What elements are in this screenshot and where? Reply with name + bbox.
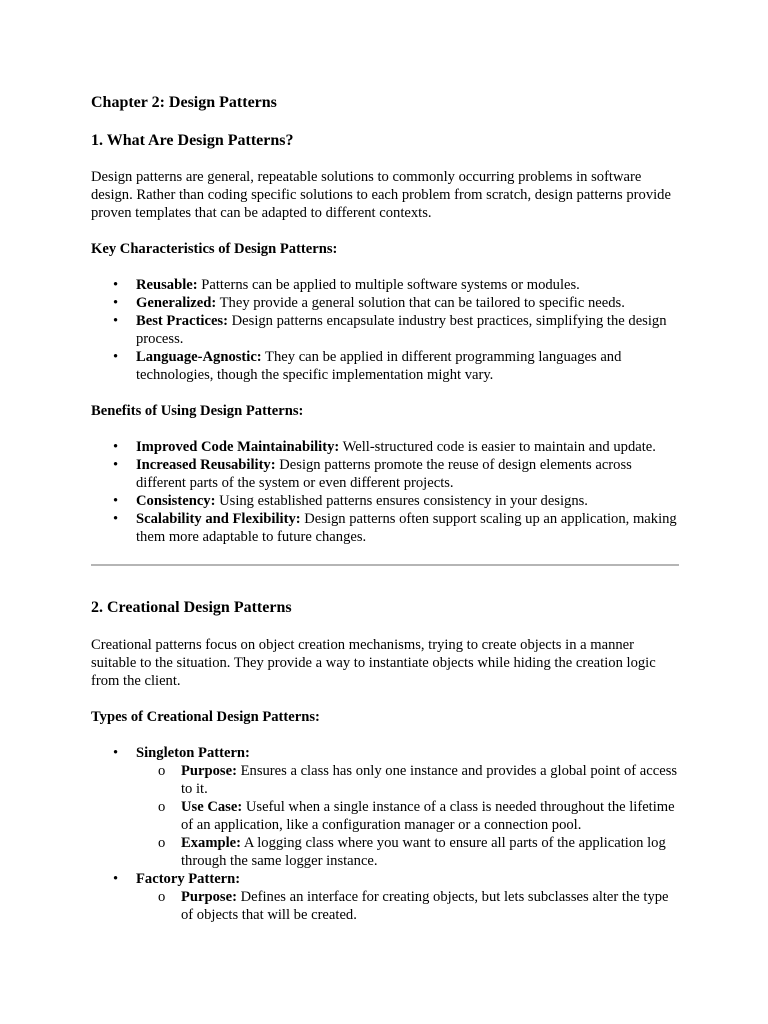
pattern-name: Factory Pattern: [136, 871, 241, 887]
characteristics-list [91, 276, 679, 384]
item-text: They can be applied in different programming languages and technologies, though the specific implementation might vary. [136, 349, 622, 383]
bullet-icon: • [113, 277, 119, 293]
singleton-details [136, 762, 679, 870]
section1-heading: 1. What Are Design Patterns? [91, 132, 294, 149]
bullet-icon: • [113, 493, 119, 509]
item-term: Best Practices: [136, 313, 228, 329]
circle-bullet-icon: o [158, 763, 166, 779]
list-item [91, 312, 679, 348]
item-text: Well-structured code is easier to maintain and update. [339, 439, 656, 455]
item-term: Reusable: [136, 277, 198, 293]
sub-list-item [136, 762, 679, 798]
detail-term: Purpose: [181, 763, 237, 779]
bullet-icon: • [113, 313, 119, 329]
characteristics-heading: Key Characteristics of Design Patterns: [91, 241, 338, 257]
section1-intro: Design patterns are general, repeatable solutions to commonly occurring problems in software design. Rather than coding specific solutions to each problem from scratch, design patterns provide proven templates that can be adapted to different contexts. [91, 169, 671, 221]
item-text: They provide a general solution that can be tailored to specific needs. [216, 295, 625, 311]
detail-term: Use Case: [181, 799, 243, 815]
bullet-icon: • [113, 745, 119, 761]
bullet-icon: • [113, 871, 119, 887]
section-divider [91, 564, 679, 566]
detail-text: Defines an interface for creating objects, but lets subclasses alter the type of objects that will be created. [181, 889, 669, 923]
bullet-icon: • [113, 295, 119, 311]
item-term: Increased Reusability: [136, 457, 276, 473]
circle-bullet-icon: o [158, 835, 166, 851]
list-item [91, 492, 679, 510]
bullet-icon: • [113, 439, 119, 455]
chapter-title: Chapter 2: Design Patterns [91, 94, 277, 111]
sub-list-item [136, 834, 679, 870]
factory-details [136, 888, 679, 924]
item-term: Consistency: [136, 493, 216, 509]
section2-heading: 2. Creational Design Patterns [91, 599, 292, 616]
list-item [91, 294, 679, 312]
item-text: Design patterns promote the reuse of design elements across different parts of the system or even different projects. [136, 457, 632, 491]
detail-text: Ensures a class has only one instance and provides a global point of access to it. [181, 763, 678, 797]
list-item [91, 438, 679, 456]
section2-intro: Creational patterns focus on object creation mechanisms, trying to create objects in a manner suitable to the situation. They provide a way to instantiate objects while hiding the creation logic from the client. [91, 637, 656, 689]
list-item-factory [91, 870, 679, 924]
bullet-icon: • [113, 457, 119, 473]
item-text: Design patterns often support scaling up an application, making them more adaptable to future changes. [136, 511, 677, 545]
pattern-types-list [91, 744, 679, 924]
detail-term: Purpose: [181, 889, 237, 905]
circle-bullet-icon: o [158, 799, 166, 815]
item-term: Generalized: [136, 295, 217, 311]
bullet-icon: • [113, 511, 119, 527]
types-heading: Types of Creational Design Patterns: [91, 709, 320, 725]
list-item-singleton [91, 744, 679, 870]
sub-list-item [136, 798, 679, 834]
sub-list-item [136, 888, 679, 924]
detail-term: Example: [181, 835, 241, 851]
benefits-heading: Benefits of Using Design Patterns: [91, 403, 304, 419]
detail-text: Useful when a single instance of a class is needed throughout the lifetime of an application, like a configuration manager or a connection pool. [181, 799, 675, 833]
benefits-list [91, 438, 679, 546]
list-item [91, 348, 679, 384]
list-item [91, 276, 679, 294]
item-term: Scalability and Flexibility: [136, 511, 301, 527]
list-item [91, 456, 679, 492]
item-term: Improved Code Maintainability: [136, 439, 340, 455]
document-content [91, 93, 679, 924]
list-item [91, 510, 679, 546]
pattern-name: Singleton Pattern: [136, 745, 250, 761]
item-text: Using established patterns ensures consistency in your designs. [215, 493, 588, 509]
item-term: Language-Agnostic: [136, 349, 262, 365]
bullet-icon: • [113, 349, 119, 365]
item-text: Patterns can be applied to multiple software systems or modules. [197, 277, 580, 293]
item-text: Design patterns encapsulate industry best practices, simplifying the design process. [136, 313, 667, 347]
detail-text: A logging class where you want to ensure all parts of the application log through the same logger instance. [181, 835, 666, 869]
circle-bullet-icon: o [158, 889, 166, 905]
